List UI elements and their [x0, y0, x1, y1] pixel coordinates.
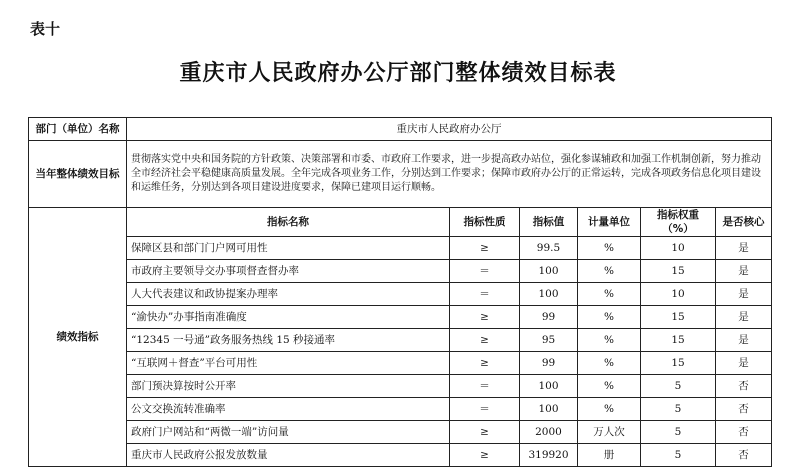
indicator-weight-cell: 10	[641, 283, 716, 306]
indicator-row	[29, 329, 772, 352]
indicator-nature-cell: ＝	[450, 375, 520, 398]
is-core-cell: 否	[716, 421, 772, 444]
is-core-cell: 是	[716, 352, 772, 375]
indicator-nature-cell: ≥	[450, 421, 520, 444]
indicator-weight-cell: 5	[641, 375, 716, 398]
indicator-nature-cell: ＝	[450, 398, 520, 421]
unit-name-label: 部门（单位）名称	[29, 118, 127, 141]
indicator-weight-cell: 10	[641, 237, 716, 260]
indicator-row	[29, 283, 772, 306]
is-core-cell: 否	[716, 375, 772, 398]
indicator-name-cell: 公文交换流转准确率	[127, 398, 450, 421]
indicator-nature-cell: ＝	[450, 283, 520, 306]
indicator-row	[29, 444, 772, 467]
indicator-value-cell: 100	[520, 375, 578, 398]
indicator-row	[29, 398, 772, 421]
is-core-cell: 是	[716, 306, 772, 329]
is-core-cell: 否	[716, 444, 772, 467]
indicator-row	[29, 352, 772, 375]
indicator-value-cell: 95	[520, 329, 578, 352]
is-core-cell: 否	[716, 398, 772, 421]
indicator-value-cell: 2000	[520, 421, 578, 444]
indicator-nature-cell: ≥	[450, 306, 520, 329]
indicator-header-row	[29, 208, 772, 237]
is-core-cell: 是	[716, 283, 772, 306]
header-measure-unit: 计量单位	[578, 208, 641, 237]
indicator-weight-cell: 5	[641, 398, 716, 421]
header-indicator-weight: 指标权重（%）	[641, 208, 716, 237]
header-indicator-nature: 指标性质	[450, 208, 520, 237]
indicator-nature-cell: ≥	[450, 329, 520, 352]
indicator-weight-cell: 5	[641, 421, 716, 444]
measure-unit-cell: %	[578, 260, 641, 283]
indicator-name-cell: 部门预决算按时公开率	[127, 375, 450, 398]
indicator-weight-cell: 5	[641, 444, 716, 467]
indicator-weight-cell: 15	[641, 260, 716, 283]
measure-unit-cell: 册	[578, 444, 641, 467]
indicator-value-cell: 319920	[520, 444, 578, 467]
header-is-core: 是否核心	[716, 208, 772, 237]
indicator-nature-cell: ＝	[450, 260, 520, 283]
indicator-row	[29, 375, 772, 398]
annual-goal-text: 贯彻落实党中央和国务院的方针政策、决策部署和市委、市政府工作要求，进一步提高政办站位，强化参谋辅政和加强工作机制创新，努力推动全市经济社会平稳健康高质量发展。全年完成各项业务工作，分别达到工作要求；保障市政府办公厅的正常运转，完成各项政务信息化项目建设和运维任务，分别达到各项目建设进度要求，保障已建项目运行顺畅。	[127, 141, 772, 208]
document-title: 重庆市人民政府办公厅部门整体绩效目标表	[179, 60, 617, 86]
unit-name-value: 重庆市人民政府办公厅	[127, 118, 772, 141]
measure-unit-cell: %	[578, 283, 641, 306]
indicator-value-cell: 100	[520, 398, 578, 421]
indicator-value-cell: 99.5	[520, 237, 578, 260]
measure-unit-cell: %	[578, 329, 641, 352]
indicator-name-cell: 人大代表建议和政协提案办理率	[127, 283, 450, 306]
indicator-name-cell: “12345 一号通”政务服务热线 15 秒接通率	[127, 329, 450, 352]
indicator-value-cell: 99	[520, 306, 578, 329]
indicator-value-cell: 99	[520, 352, 578, 375]
indicator-name-cell: 重庆市人民政府公报发放数量	[127, 444, 450, 467]
annual-goal-label: 当年整体绩效目标	[29, 141, 127, 208]
measure-unit-cell: %	[578, 398, 641, 421]
indicator-weight-cell: 15	[641, 329, 716, 352]
indicator-nature-cell: ≥	[450, 444, 520, 467]
indicator-name-cell: “互联网＋督查”平台可用性	[127, 352, 450, 375]
indicator-name-cell: 保障区县和部门门户网可用性	[127, 237, 450, 260]
indicator-nature-cell: ≥	[450, 352, 520, 375]
measure-unit-cell: %	[578, 237, 641, 260]
indicator-name-cell: “渝快办”办事指南准确度	[127, 306, 450, 329]
is-core-cell: 是	[716, 329, 772, 352]
table-number-label: 表十	[30, 20, 61, 38]
indicator-row	[29, 237, 772, 260]
performance-target-table	[28, 117, 772, 467]
performance-indicators-label: 绩效指标	[29, 208, 127, 467]
header-indicator-value: 指标值	[520, 208, 578, 237]
measure-unit-cell: 万人次	[578, 421, 641, 444]
indicator-name-cell: 市政府主要领导交办事项督查督办率	[127, 260, 450, 283]
is-core-cell: 是	[716, 260, 772, 283]
measure-unit-cell: %	[578, 306, 641, 329]
header-indicator-name: 指标名称	[127, 208, 450, 237]
indicator-name-cell: 政府门户网站和“两微一端”访问量	[127, 421, 450, 444]
indicator-weight-cell: 15	[641, 352, 716, 375]
unit-name-row	[29, 118, 772, 141]
indicator-row	[29, 306, 772, 329]
annual-goal-row	[29, 141, 772, 208]
indicator-value-cell: 100	[520, 283, 578, 306]
indicator-value-cell: 100	[520, 260, 578, 283]
indicator-nature-cell: ≥	[450, 237, 520, 260]
measure-unit-cell: %	[578, 375, 641, 398]
indicator-row	[29, 421, 772, 444]
indicator-row	[29, 260, 772, 283]
is-core-cell: 是	[716, 237, 772, 260]
indicator-weight-cell: 15	[641, 306, 716, 329]
measure-unit-cell: %	[578, 352, 641, 375]
